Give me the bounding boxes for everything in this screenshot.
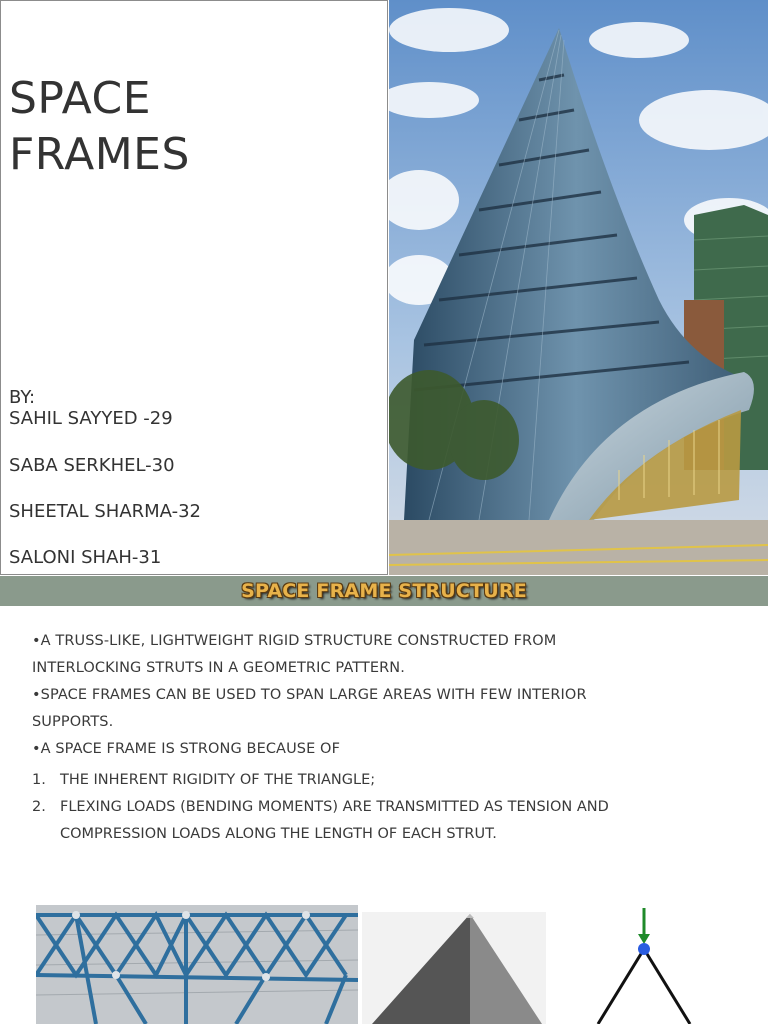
item-text: FLEXING LOADS (BENDING MOMENTS) ARE TRANSMITTED AS TENSION AND COMPRESSION LOADS ALONG THE LENGTH OF EACH STRUT. (60, 799, 609, 842)
bullet-span: •SPACE FRAMES CAN BE USED TO SPAN LARGE AREAS WITH FEW INTERIOR SUPPORTS. (32, 687, 587, 730)
item-number: 1. (32, 772, 46, 788)
bullet-definition: •A TRUSS-LIKE, LIGHTWEIGHT RIGID STRUCTURE CONSTRUCTED FROM INTERLOCKING STRUTS IN A GEOMETRIC PATTERN. (32, 633, 557, 676)
item-number: 2. (32, 799, 46, 815)
banner-title: SPACE FRAME STRUCTURE (241, 580, 527, 602)
item-text: THE INHERENT RIGIDITY OF THE TRIANGLE; (60, 772, 376, 788)
by-label: BY: (9, 387, 36, 408)
roof-truss-photo (36, 905, 358, 1024)
author-name: SALONI SHAH-31 (9, 547, 162, 568)
slide-banner (0, 576, 768, 606)
skyscraper-photo (389, 0, 768, 575)
load-force-diagram (590, 906, 700, 1024)
author-name: SABA SERKHEL-30 (9, 455, 175, 476)
title-line-2: FRAMES (9, 129, 190, 180)
pyramid-module-image (362, 912, 546, 1024)
title-line-1: SPACE (9, 73, 151, 124)
content-slide (0, 576, 768, 1024)
title-panel (0, 0, 388, 575)
author-name: SAHIL SAYYED -29 (9, 408, 173, 429)
bullet-strength: •A SPACE FRAME IS STRONG BECAUSE OF (32, 741, 341, 757)
author-name: SHEETAL SHARMA-32 (9, 501, 201, 522)
